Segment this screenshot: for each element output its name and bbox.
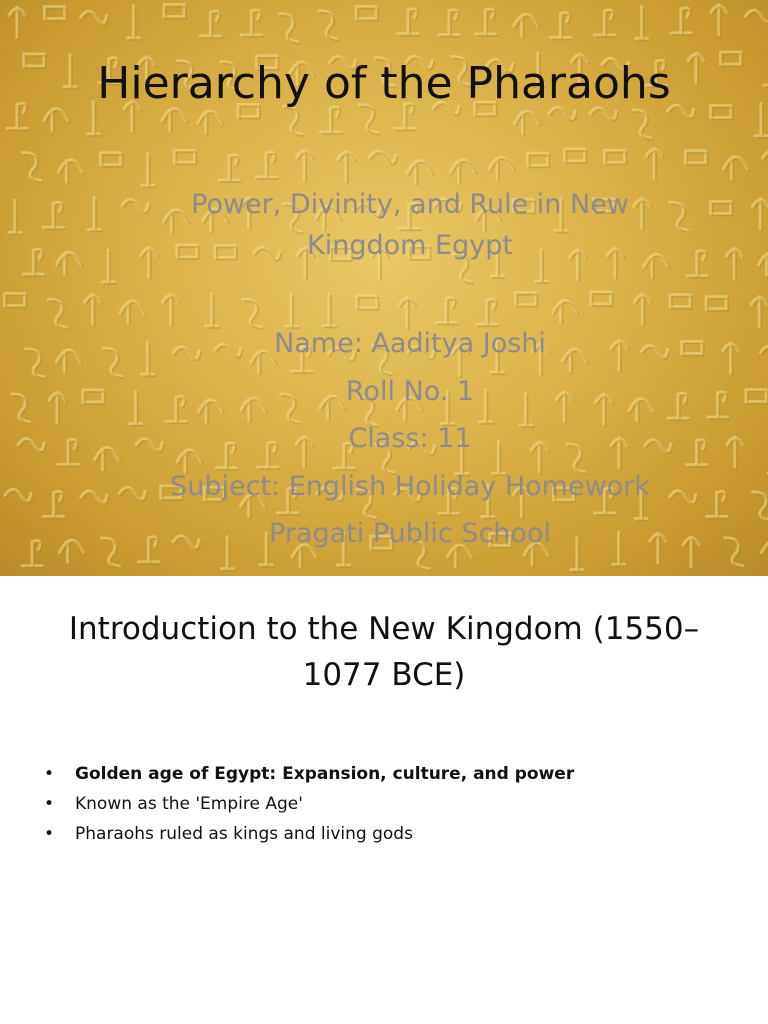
hieroglyph-mark [23, 249, 43, 274]
bullet-marker: • [44, 824, 55, 844]
class-label: Class: 11 [348, 423, 472, 454]
slide-heading: Introduction to the New Kingdom (1550–1077 BCE) [68, 611, 700, 693]
hieroglyph-shadow [340, 153, 356, 183]
hieroglyph-mark [102, 250, 114, 282]
hieroglyph-mark [22, 541, 42, 566]
hieroglyph-shadow [202, 13, 222, 38]
hieroglyph-mark [9, 200, 21, 232]
student-info-block [100, 320, 720, 558]
hieroglyph-mark [398, 9, 418, 34]
hieroglyph-shadow [689, 253, 709, 278]
hieroglyph-shadow [51, 394, 67, 424]
hieroglyph-shadow [46, 493, 66, 518]
student-name: Name: Aaditya Joshi [274, 328, 546, 359]
bullet-text: Golden age of Egypt: Expansion, culture, and power [75, 764, 575, 784]
hieroglyph-shadow [477, 11, 497, 36]
hieroglyph-shadow [728, 250, 744, 280]
hieroglyph-shadow [441, 12, 461, 37]
hieroglyph-mark [636, 6, 648, 38]
hieroglyph-mark [219, 155, 239, 180]
hieroglyph-mark [256, 152, 276, 177]
hieroglyph-mark [687, 251, 707, 276]
hieroglyph-mark [142, 153, 154, 185]
hieroglyph-mark [58, 439, 78, 464]
hieroglyph-shadow [725, 345, 741, 375]
hieroglyph-mark [758, 253, 768, 275]
subject-label: Subject: English Holiday Homework [170, 470, 650, 502]
content-slide [0, 576, 768, 1024]
hieroglyph-mark [241, 10, 261, 35]
hieroglyph-shadow [104, 252, 116, 284]
bullet-marker: • [44, 764, 55, 784]
hieroglyph-shadow [648, 150, 664, 180]
hieroglyph-shadow [258, 154, 278, 179]
hieroglyph-shadow [400, 11, 420, 36]
hieroglyph-mark [44, 491, 64, 516]
hieroglyph-mark [127, 6, 139, 38]
hieroglyph-mark [43, 202, 63, 227]
hieroglyph-shadow [753, 299, 768, 329]
bullet-item [44, 789, 724, 819]
hieroglyph-shadow [638, 8, 650, 40]
bullet-text: Known as the 'Empire Age' [75, 794, 303, 814]
hieroglyph-shadow [45, 204, 65, 229]
hieroglyph-shadow [673, 10, 693, 35]
hieroglyph-shadow [322, 109, 342, 134]
hieroglyph-mark [439, 10, 459, 35]
hieroglyph-mark [88, 197, 100, 229]
roll-number: Roll No. 1 [345, 375, 475, 407]
hieroglyph-shadow [729, 439, 745, 469]
bullet-text: Pharaohs ruled as kings and living gods [75, 824, 413, 844]
hieroglyph-shadow [11, 9, 27, 39]
hieroglyph-shadow [144, 155, 156, 187]
bullet-item [44, 819, 724, 849]
hieroglyph-shadow [129, 8, 141, 40]
hieroglyph-shadow [596, 12, 616, 37]
hieroglyph-mark [475, 9, 495, 34]
hieroglyph-mark [671, 8, 691, 33]
bullet-list [44, 759, 724, 849]
hieroglyph-shadow [25, 251, 45, 276]
bullet-marker: • [44, 794, 55, 814]
school-name: Pragati Public School [269, 518, 551, 549]
hieroglyph-mark [594, 10, 614, 35]
bullet-item [44, 759, 724, 789]
slide-subtitle: Power, Divinity, and Rule in New Kingdom Egypt [191, 189, 629, 261]
hieroglyph-shadow [713, 7, 729, 37]
hieroglyph-shadow [243, 12, 263, 37]
hieroglyph-shadow [11, 202, 23, 234]
hieroglyph-mark [200, 11, 220, 36]
hieroglyph-shadow [221, 157, 241, 182]
hieroglyph-shadow [90, 199, 102, 231]
hieroglyph-shadow [298, 152, 314, 182]
hieroglyph-shadow [552, 15, 572, 40]
slide-title: Hierarchy of the Pharaohs [97, 58, 671, 109]
hieroglyph-mark [436, 298, 456, 323]
hieroglyph-mark [550, 13, 570, 38]
hieroglyph-shadow [24, 543, 44, 568]
hieroglyph-shadow [60, 441, 80, 466]
